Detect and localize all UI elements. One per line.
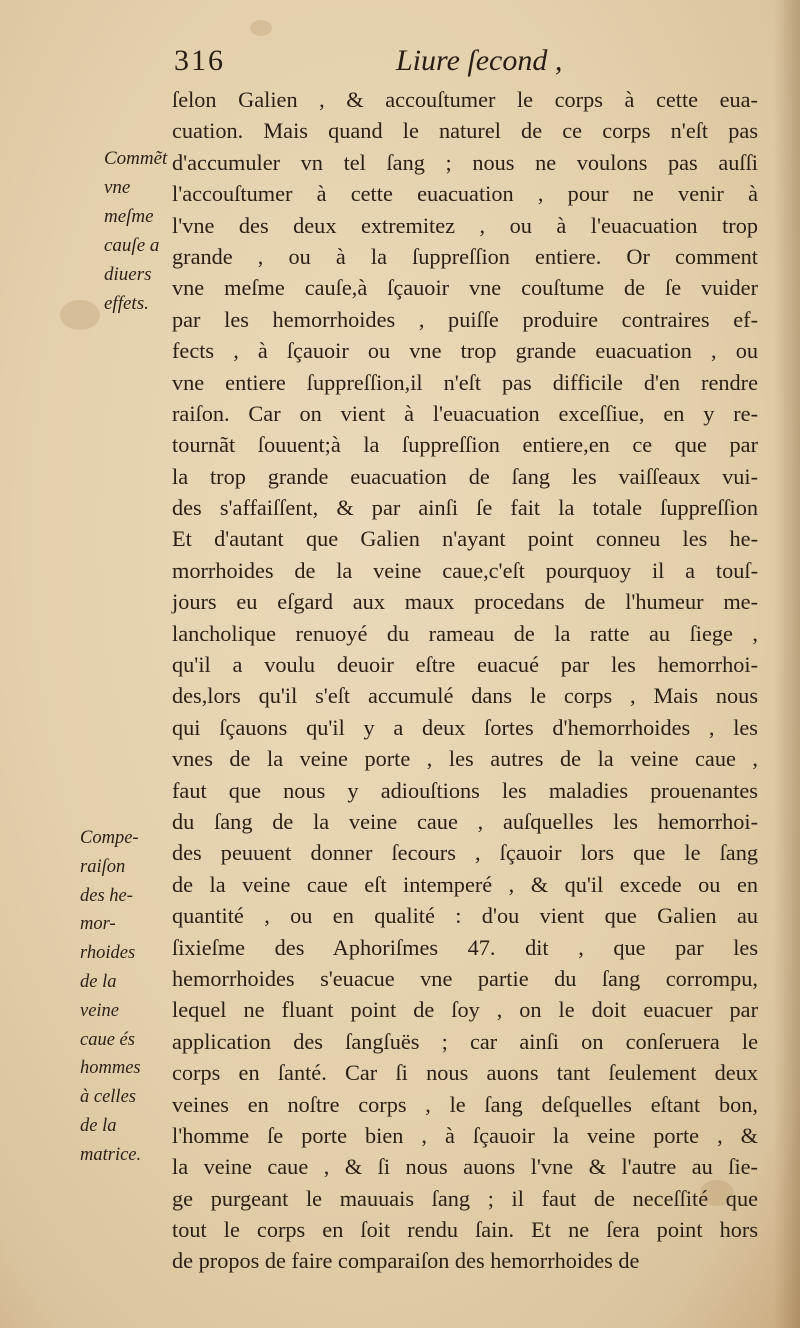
text-line: application des ſangſuës ; car ainſi on conſeruera le <box>172 1028 758 1054</box>
margin-note-line: caue és <box>80 1029 135 1050</box>
text-line: qui ſçauons qu'il y a deux ſortes d'hemorrhoides , les <box>172 714 758 740</box>
text-line: vne meſme cauſe,à ſçauoir vne couſtume de ſe vuider <box>172 275 758 301</box>
margin-note-line: veine <box>80 1000 120 1021</box>
text-line: d'accumuler vn tel ſang ; nous ne voulons pas auſſi <box>172 149 758 175</box>
text-line: des peuuent donner ſecours , ſçauoir lors que le ſang <box>172 840 758 866</box>
margin-note-line: à celles <box>80 1087 136 1108</box>
text-line: quantité , ou en qualité : d'ou vient que Galien au <box>172 903 758 929</box>
text-line: faut que nous y adiouſtions les maladies prouenantes <box>172 777 758 803</box>
margin-note-line: de la <box>80 1115 117 1136</box>
foxing-stain <box>250 20 272 36</box>
text-line: lancholique renuoyé du rameau de la ratte au ſiege , <box>172 620 758 646</box>
text-line: par les hemorrhoides , puiſſe produire contraires ef- <box>172 306 758 332</box>
text-line: ge purgeant le mauuais ſang ; il faut de neceſſité que <box>172 1185 758 1211</box>
text-line: jours eu eſgard aux maux procedans de l'humeur me- <box>172 589 758 615</box>
text-line: la veine caue , & ſi nous auons l'vne & l'autre au ſie- <box>172 1154 758 1180</box>
margin-note-line: matrice. <box>80 1144 142 1165</box>
text-line: vne entiere ſuppreſſion,il n'eſt pas difficile d'en rendre <box>172 369 758 395</box>
margin-note-same-cause <box>104 144 167 318</box>
text-line: tout le corps en ſoit rendu ſain. Et ne ſera point hors <box>172 1217 758 1243</box>
text-line: de la veine caue eſt intemperé , & qu'il excede ou en <box>172 871 758 897</box>
page-number: 316 <box>174 44 225 77</box>
text-line: ſixieſme des Aphoriſmes 47. dit , que par les <box>172 934 758 960</box>
text-line: de propos de faire comparaiſon des hemorrhoides de <box>172 1248 640 1274</box>
text-line: l'vne des deux extremitez , ou à l'euacuation trop <box>172 212 758 238</box>
text-line: des s'affaiſſent, & par ainſi ſe fait la totale ſuppreſſion <box>172 495 758 521</box>
text-line: ſelon Galien , & accouſtumer le corps à cette eua- <box>172 87 758 112</box>
body-text <box>172 84 758 1277</box>
text-line: l'accouſtumer à cette euacuation , pour ne venir à <box>172 181 758 207</box>
text-line: qu'il a voulu deuoir eſtre euacué par les hemorrhoi- <box>172 652 758 678</box>
foxing-stain <box>60 300 100 330</box>
margin-note-line: cauſe a <box>104 235 160 256</box>
text-line: fects , à ſçauoir ou vne trop grande euacuation , ou <box>172 338 758 364</box>
text-line: du ſang de la veine caue , auſquelles les hemorrhoi- <box>172 808 758 834</box>
text-line: l'homme ſe porte bien , à ſçauoir la veine porte , & <box>172 1122 758 1148</box>
text-line: tournãt ſouuent;à la ſuppreſſion entiere,en ce que par <box>172 432 758 458</box>
text-line: des,lors qu'il s'eſt accumulé dans le corps , Mais nous <box>172 683 758 709</box>
running-title: Liure ſecond , <box>396 44 563 77</box>
text-line: la trop grande euacuation de ſang les vaiſſeaux vui- <box>172 463 758 489</box>
page-header <box>174 40 586 88</box>
margin-note-line: effets. <box>104 293 149 314</box>
text-line: grande , ou à la ſuppreſſion entiere. Or comment <box>172 243 758 269</box>
margin-note-line: hommes <box>80 1058 141 1079</box>
margin-note-line: Compe- <box>80 828 139 848</box>
text-line: lequel ne fluant point de ſoy , on le doit euacuer par <box>172 997 758 1023</box>
page-edge-shadow <box>774 0 800 1328</box>
text-line: vnes de la veine porte , les autres de la veine caue , <box>172 746 758 772</box>
text-line: hemorrhoides s'euacue vne partie du ſang corrompu, <box>172 965 758 991</box>
margin-note-comparison <box>80 824 141 1170</box>
text-line: cuation. Mais quand le naturel de ce corps n'eſt pas <box>172 118 758 144</box>
margin-note-line: raiſon <box>80 856 126 877</box>
text-line: morrhoides de la veine caue,c'eſt pourquoy il a touſ- <box>172 557 758 583</box>
text-line: Et d'autant que Galien n'ayant point conneu les he- <box>172 526 758 552</box>
margin-note-line: de la <box>80 971 117 992</box>
margin-note-line: Commẽt <box>104 148 168 169</box>
margin-note-line: vne <box>104 177 131 198</box>
text-line: raiſon. Car on vient à l'euacuation exceſſiue, en y re- <box>172 400 758 426</box>
margin-note-line: rhoides <box>80 943 136 964</box>
margin-note-line: des he- <box>80 885 133 906</box>
margin-note-line: mor- <box>80 914 116 935</box>
text-line: veines en noſtre corps , le ſang deſquelles eſtant bon, <box>172 1091 758 1117</box>
text-line: corps en ſanté. Car ſi nous auons tant ſeulement deux <box>172 1060 758 1086</box>
margin-note-line: diuers <box>104 264 152 285</box>
margin-note-line: meſme <box>104 206 154 227</box>
